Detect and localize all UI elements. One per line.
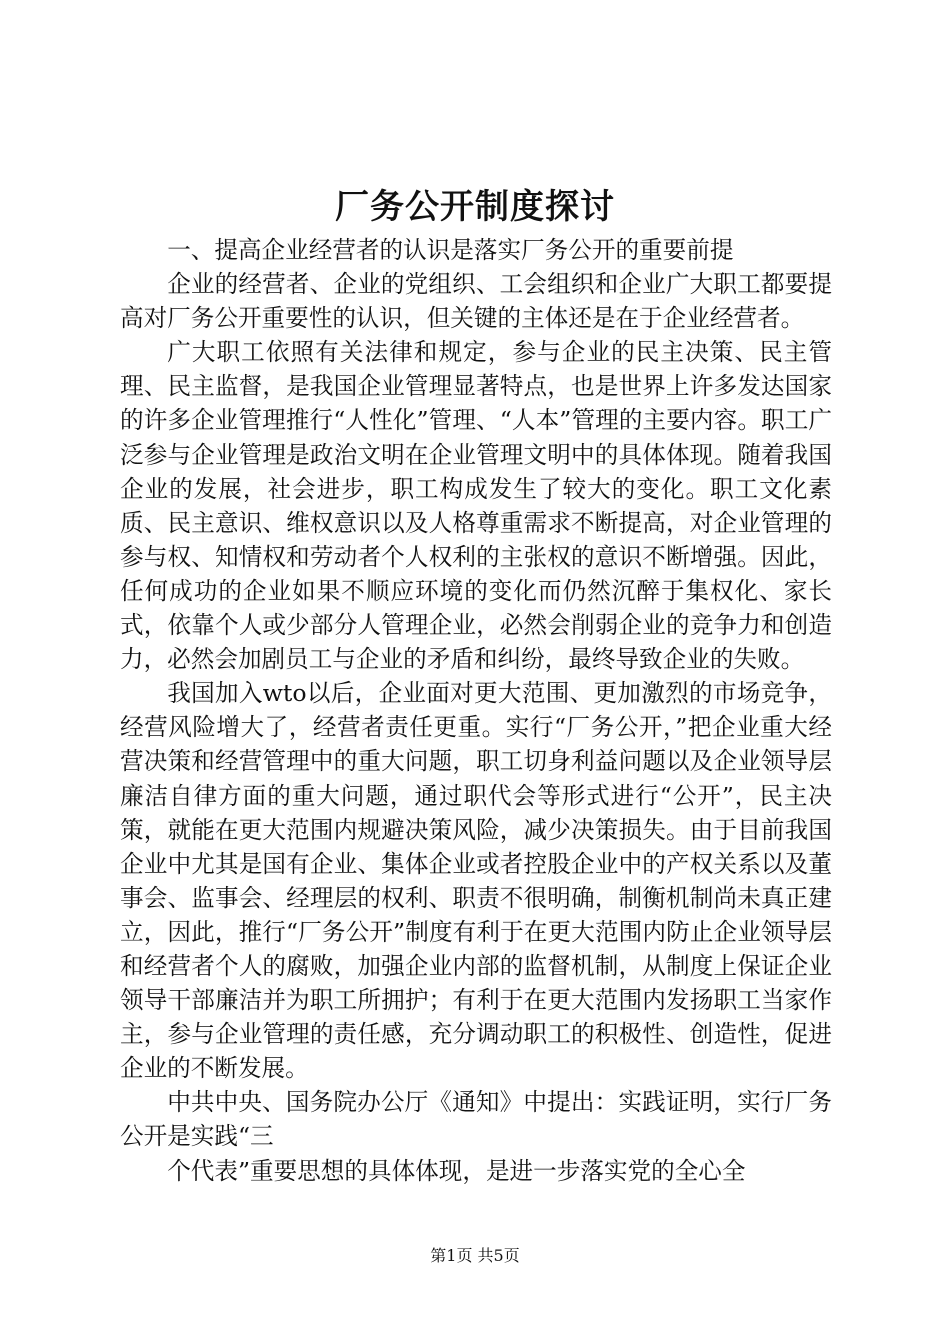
section-heading: 一、提高企业经营者的认识是落实厂务公开的重要前提 xyxy=(167,236,734,264)
paragraph: 个代表”重要思想的具体体现，是进一步落实党的全心全 xyxy=(167,1156,746,1185)
document-title: 厂务公开制度探讨 xyxy=(335,187,615,227)
paragraph: 我国加入wto以后，企业面对更大范围、更加激烈的市场竞争，经营风险增大了，经营者责任更重。实行“厂务公开，”把企业重大经营决策和经营管理中的重大问题，职工切身利益问题以及企业领导层廉洁自律方面的重大问题，通过职代会等形式进行“公开”，民主决策，就能在更大范围内规避决策风险，减少决策损失。由于目前我国企业中尤其是国有企业、集体企业或者控股企业中的产权关系以及董事会、监事会、经理层的权利、职责不很明确，制衡机制尚未真正建立，因此，推行“厂务公开”制度有利于在更大范围内防止企业领导层和经营者个人的腐败，加强企业内部的监督机制，从制度上保证企业领导干部廉洁并为职工所拥护；有利于在更大范围内发扬职工当家作主，参与企业管理的责任感，充分调动职工的积极性、创造性，促进企业的不断发展。 xyxy=(120,679,832,1083)
paragraph: 中共中央、国务院办公厅《通知》中提出：实践证明，实行厂务公开是实践“三 xyxy=(120,1088,832,1151)
paragraph: 企业的经营者、企业的党组织、工会组织和企业广大职工都要提高对厂务公开重要性的认识，但关键的主体还是在于企业经营者。 xyxy=(120,270,832,333)
paragraph: 广大职工依照有关法律和规定，参与企业的民主决策、民主管理、民主监督，是我国企业管理显著特点，也是世界上许多发达国家的许多企业管理推行“人性化”管理、“人本”管理的主要内容。职工广泛参与企业管理是政治文明在企业管理文明中的具体体现。随着我国企业的发展，社会进步，职工构成发生了较大的变化。职工文化素质、民主意识、维权意识以及人格尊重需求不断提高，对企业管理的参与权、知情权和劳动者个人权利的主张权的意识不断增强。因此，任何成功的企业如果不顺应环境的变化而仍然沉醉于集权化、家长式，依靠个人或少部分人管理企业，必然会削弱企业的竞争力和创造力，必然会加剧员工与企业的矛盾和纠纷，最终导致企业的失败。 xyxy=(120,338,832,674)
page-number-footer: 第1页 共5页 xyxy=(430,1246,520,1265)
document-body xyxy=(120,233,832,1188)
